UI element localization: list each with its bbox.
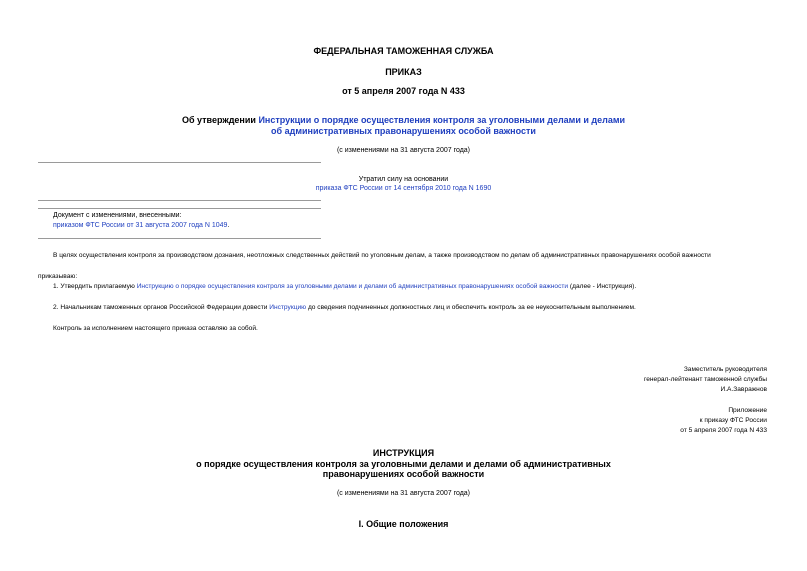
section-heading: I. Общие положения	[358, 519, 449, 529]
amended-note: (с изменениями на 31 августа 2007 года)	[336, 147, 471, 154]
signature-line3: И.А.Завражнов	[720, 386, 767, 393]
item-1	[53, 283, 636, 290]
lost-force-label: Утратил силу на основании	[358, 176, 449, 183]
divider	[38, 238, 321, 239]
instruction-title: ИНСТРУКЦИЯ	[372, 448, 435, 458]
divider	[38, 200, 321, 201]
appendix-line2: к приказу ФТС России	[699, 417, 767, 424]
item2-prefix: 2. Начальникам таможенных органов Российской Федерации довести	[53, 304, 270, 311]
changes-suffix: .	[227, 222, 230, 229]
order-word: приказываю:	[38, 273, 78, 280]
signature-line1: Заместитель руководителя	[683, 366, 767, 373]
changes-link[interactable]: приказом ФТС России от 31 августа 2007 года N 1049	[53, 222, 228, 229]
control-paragraph: Контроль за исполнением настоящего приказа оставляю за собой.	[53, 325, 258, 332]
lost-force-link-wrap	[0, 185, 807, 192]
doc-title	[0, 115, 807, 137]
appendix-line3: от 5 апреля 2007 года N 433	[680, 427, 767, 434]
doc-date: от 5 апреля 2007 года N 433	[342, 86, 465, 96]
changes-label: Документ с изменениями, внесенными:	[53, 212, 182, 219]
intro-paragraph: В целях осуществления контроля за производством дознания, неотложных следственных действий по уголовным делам, а также производством по делам об административных правонарушениях особой важности	[53, 252, 711, 259]
instruction-subtitle-line2: правонарушениях особой важности	[322, 469, 485, 479]
title-link-line1[interactable]: Инструкции о порядке осуществления контроля за уголовными делами и делами	[258, 115, 626, 125]
changes-link-wrap	[53, 222, 229, 229]
instruction-amended-note: (с изменениями на 31 августа 2007 года)	[336, 490, 471, 497]
item1-link[interactable]: Инструкцию о порядке осуществления контроля за уголовными делами и делами об административных правонарушениях особой важности	[136, 283, 569, 290]
agency-name: ФЕДЕРАЛЬНАЯ ТАМОЖЕННАЯ СЛУЖБА	[313, 46, 494, 56]
lost-force-link[interactable]: приказа ФТС России от 14 сентября 2010 года N 1690	[315, 185, 492, 192]
item1-suffix: (далее - Инструкция).	[568, 283, 637, 290]
divider	[38, 162, 321, 163]
title-link-line2[interactable]: об административных правонарушениях особой важности	[271, 126, 536, 136]
item1-prefix: 1. Утвердить прилагаемую	[53, 283, 137, 290]
doc-type: ПРИКАЗ	[385, 67, 422, 77]
instruction-subtitle-line1: о порядке осуществления контроля за уголовными делами и делами об административных	[196, 459, 611, 469]
item2-link[interactable]: Инструкцию	[269, 304, 307, 311]
divider	[38, 208, 321, 209]
signature-line2: генерал-лейтенант таможенной службы	[643, 376, 767, 383]
appendix-line1: Приложение	[728, 407, 767, 414]
item2-suffix: до сведения подчиненных должностных лиц и обеспечить контроль за ее неукоснительным выполнением.	[306, 304, 636, 311]
title-prefix: Об утверждении	[181, 115, 259, 125]
item-2	[53, 304, 636, 311]
